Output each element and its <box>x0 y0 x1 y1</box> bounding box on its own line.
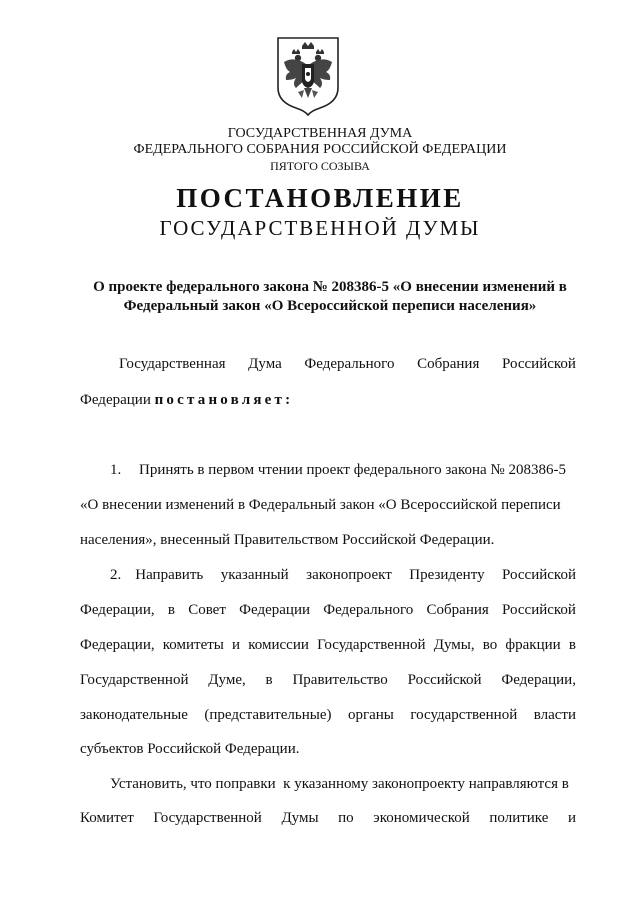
word: комиссии <box>248 637 309 653</box>
word: Российской <box>502 567 576 583</box>
word: в <box>265 672 273 688</box>
item-2-line-4 <box>80 671 576 689</box>
word: в <box>167 602 175 618</box>
preamble-word: Федерального <box>304 356 395 372</box>
item-2-line-2 <box>80 601 576 619</box>
word: в <box>568 637 576 653</box>
preamble-line-2 <box>80 391 293 409</box>
decree-word: постановляет: <box>154 392 294 408</box>
item-1-line-3: населения», внесенный Правительством Российской Федерации. <box>80 532 495 548</box>
convocation-line: ПЯТОГО СОЗЫВА <box>270 159 370 173</box>
word: Федерального <box>323 602 414 618</box>
item-2-line-3 <box>80 636 576 654</box>
word: власти <box>533 707 576 723</box>
org-name-line-1: ГОСУДАРСТВЕННАЯ ДУМА <box>227 126 413 141</box>
item-2-line-6: субъектов Российской Федерации. <box>80 741 300 757</box>
preamble-word: Федерации <box>80 392 151 408</box>
word: и <box>232 637 241 653</box>
word: указанный <box>220 567 289 583</box>
preamble-word: Собрания <box>417 356 480 372</box>
org-name-line-2: ФЕДЕРАЛЬНОГО СОБРАНИЯ РОССИЙСКОЙ ФЕДЕРАЦИИ <box>133 142 507 157</box>
word: Российской <box>502 602 576 618</box>
word: Федерации, <box>501 672 576 688</box>
document-subject <box>80 278 580 316</box>
double-headed-eagle-emblem-icon <box>276 36 340 116</box>
word: Думы <box>281 810 319 826</box>
word: по <box>338 810 354 826</box>
word: фракции <box>505 637 561 653</box>
preamble-line-1 <box>119 355 576 373</box>
document-subtitle: ГОСУДАРСТВЕННОЙ ДУМЫ <box>159 216 481 240</box>
word: Государственной <box>153 810 262 826</box>
word: экономической <box>373 810 470 826</box>
word: органы <box>347 707 394 723</box>
word: государственной <box>410 707 518 723</box>
item-1-line-1 <box>110 461 566 479</box>
word: (представительные) <box>204 707 332 723</box>
word: политике <box>489 810 549 826</box>
word: Государственной <box>80 672 189 688</box>
document-title: ПОСТАНОВЛЕНИЕ <box>176 183 464 213</box>
word: Направить <box>135 567 204 583</box>
item-text: Принять в первом чтении проект федерального закона № 208386-5 <box>139 462 566 478</box>
item-1-line-2: «О внесении изменений в Федеральный закон «О Всероссийской переписи <box>80 497 561 513</box>
word: законопроект <box>306 567 392 583</box>
subject-line-1: О проекте федерального закона № 208386-5 «О внесении изменений в <box>93 279 567 295</box>
word: Комитет <box>80 810 134 826</box>
item-number: 1. <box>110 462 122 478</box>
preamble-word: Российской <box>502 356 576 372</box>
item-2-line-5 <box>80 706 576 724</box>
word: Собрания <box>426 602 489 618</box>
preamble-word: Дума <box>248 356 282 372</box>
word: Совет <box>188 602 226 618</box>
word: Думе, <box>208 672 246 688</box>
item-number: 2. <box>110 567 122 583</box>
item-2-line-1-words <box>135 566 576 584</box>
word: и <box>567 810 576 826</box>
item-2-line-1 <box>110 566 576 584</box>
preamble-word: Государственная <box>119 356 226 372</box>
word: Государственной <box>317 637 426 653</box>
subject-line-2: Федеральный закон «О Всероссийской переписи населения» <box>123 298 537 314</box>
paragraph-3-line-1: Установить, что поправки к указанному законопроекту направляются в <box>110 776 569 792</box>
word: во <box>482 637 498 653</box>
word: Президенту <box>409 567 485 583</box>
word: Федерации, <box>80 602 155 618</box>
word: комитеты <box>162 637 224 653</box>
word: Думы, <box>433 637 475 653</box>
word: Правительство <box>292 672 388 688</box>
paragraph-3-line-2 <box>80 809 576 827</box>
word: Российской <box>407 672 482 688</box>
word: законодательные <box>80 707 188 723</box>
word: Федерации <box>239 602 310 618</box>
word: Федерации, <box>80 637 155 653</box>
